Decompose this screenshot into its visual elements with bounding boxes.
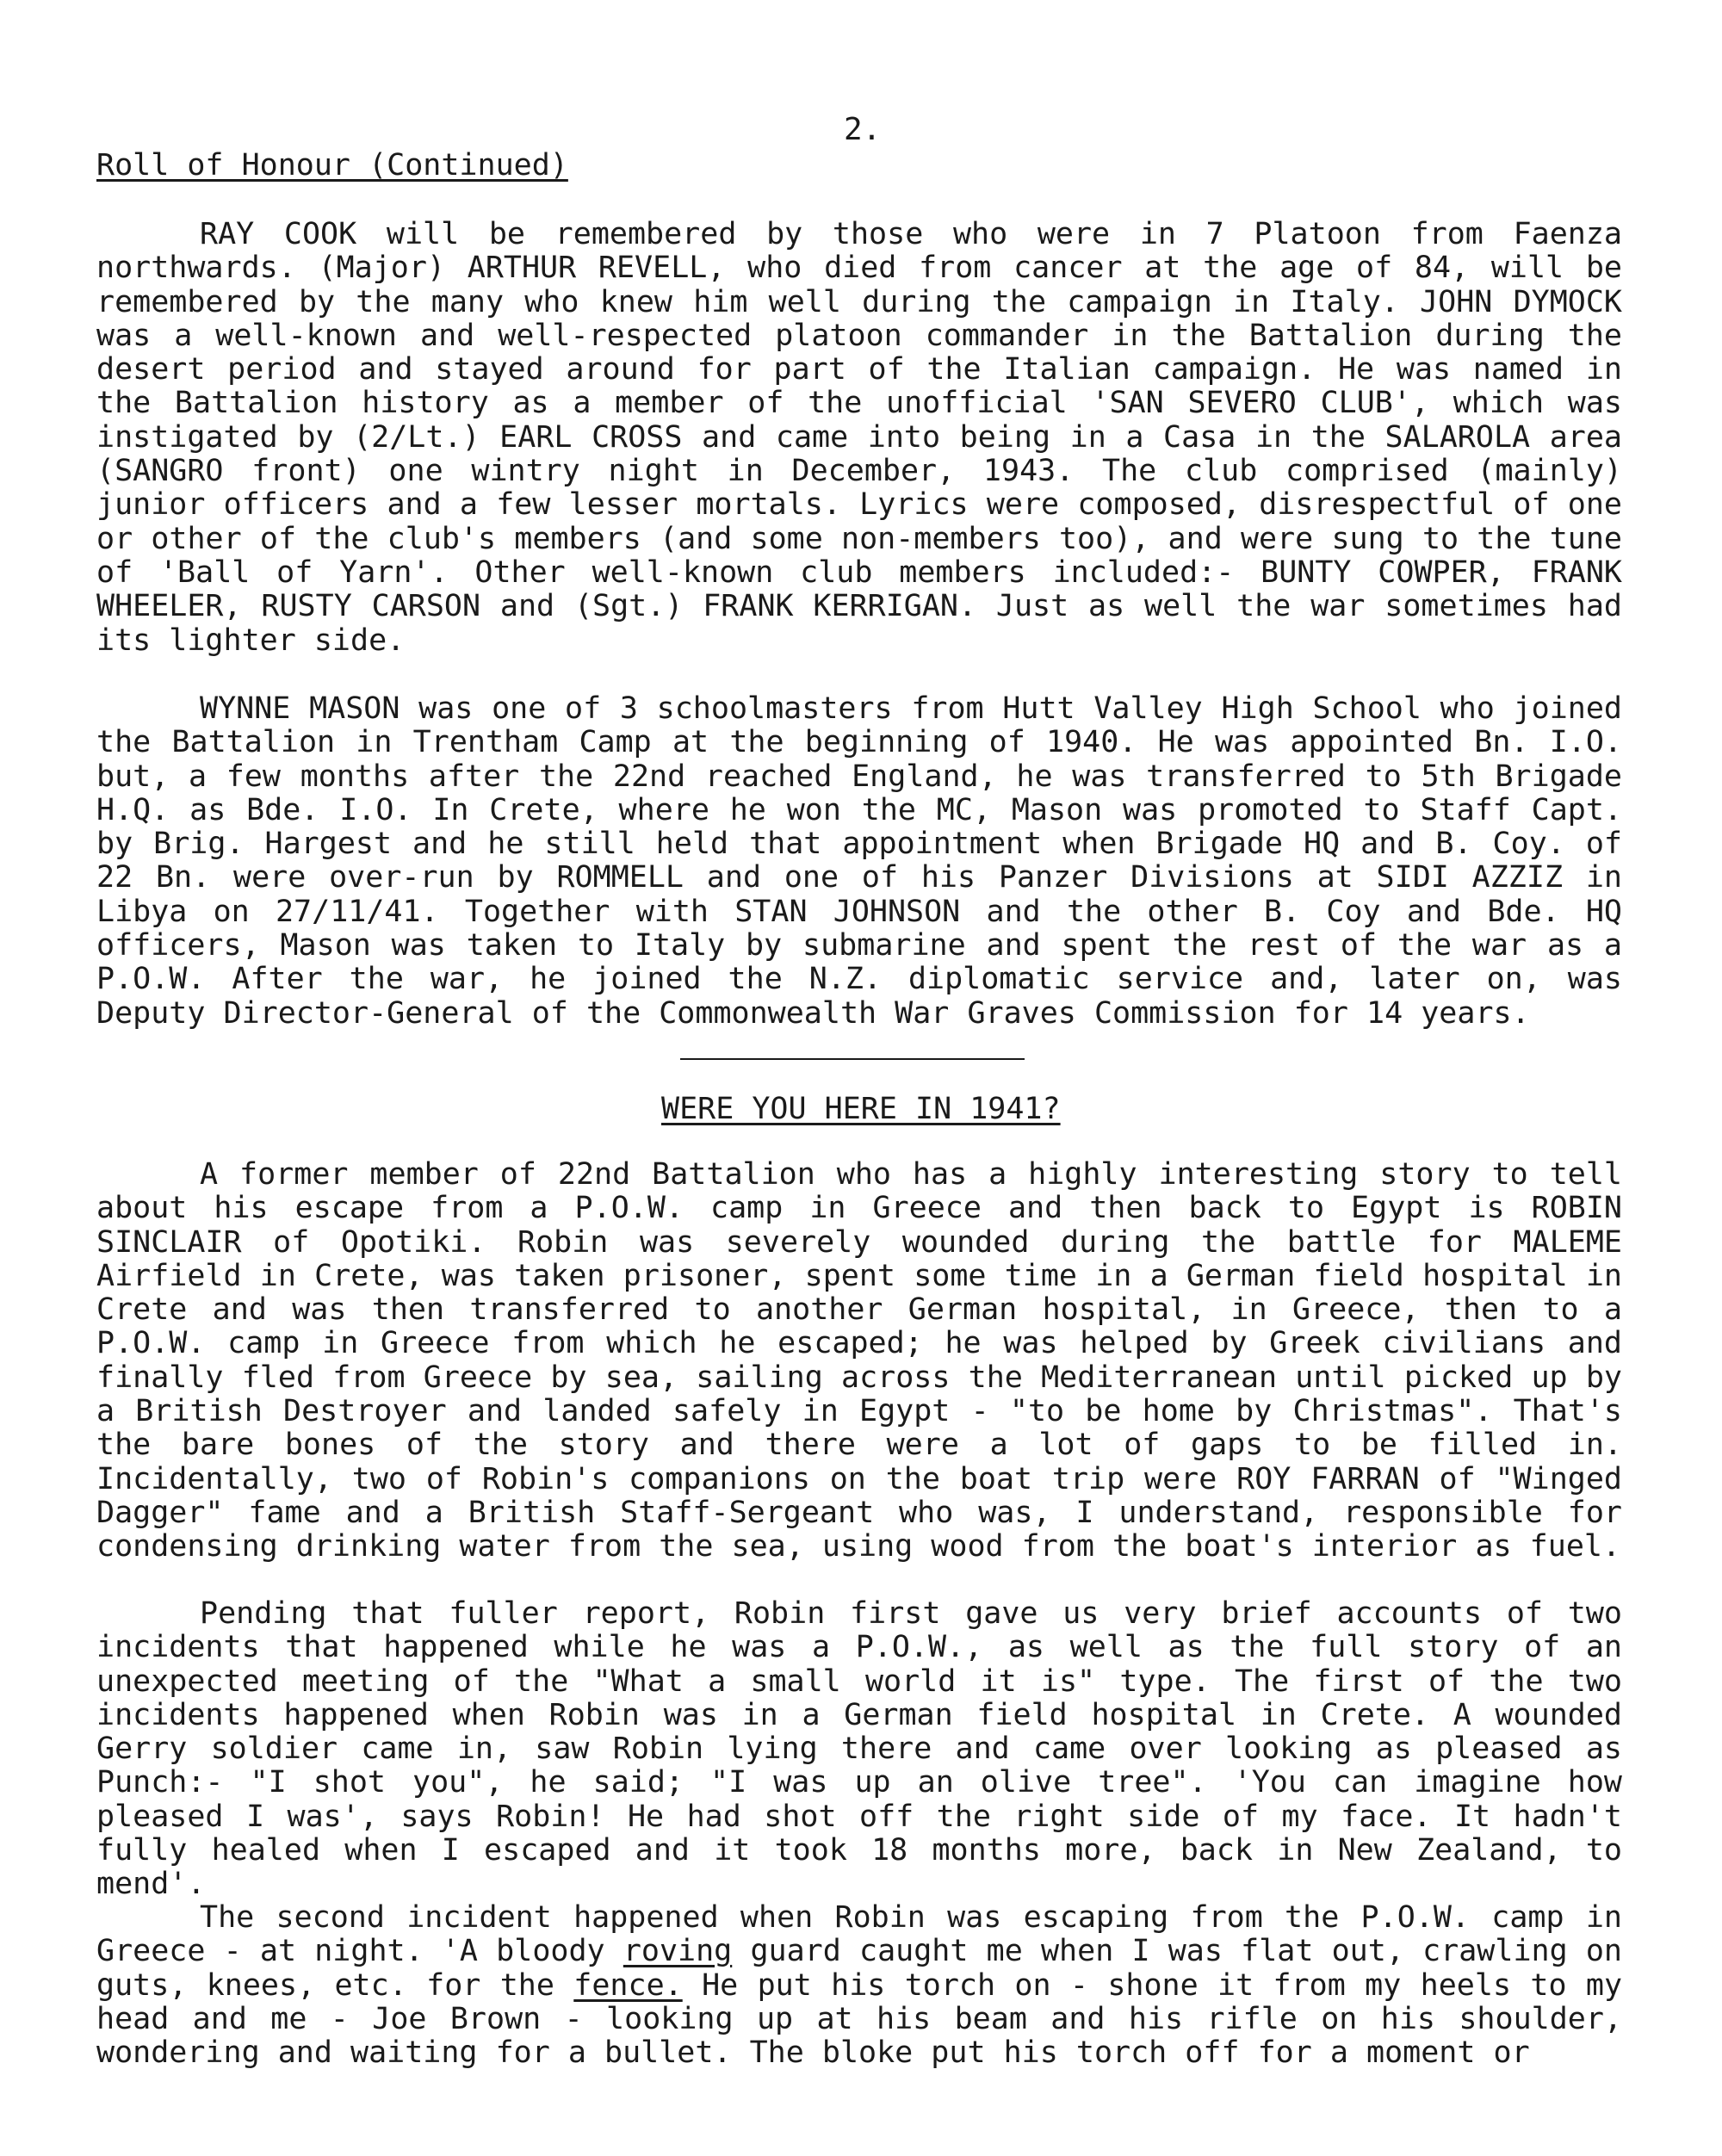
section-heading: Roll of Honour (Continued) xyxy=(96,148,568,183)
underlined-word-roving: roving xyxy=(623,1934,733,1969)
paragraph-second-incident xyxy=(96,1901,1622,2070)
text-span: The second incident happened when Robin was escaping from the P.O.W. camp in Greece - at night. 'A bloody xyxy=(96,1900,1622,1969)
underlined-word-fence: fence. xyxy=(573,1967,683,2003)
paragraph-wynne-mason: WYNNE MASON was one of 3 schoolmasters from Hutt Valley High School who joined the Battalion in Trentham Camp at the beginning of 1940. He was appointed Bn. I.O. but, a few months after the 22nd reached England, he was transferred to 5th Brigade H.Q. as Bde. I.O. In Crete, where he won the MC, Mason was promoted to Staff Capt. by Brig. Hargest and he still held that appointment when Brigade HQ and B. Coy. of 22 Bn. were over-run by ROMMELL and one of his Panzer Divisions at SIDI AZZIZ in Libya on 27/11/41. Together with STAN JOHNSON and the other B. Coy and Bde. HQ officers, Mason was taken to Italy by submarine and spent the rest of the war as a P.O.W. After the war, he joined the N.Z. diplomatic service and, later on, was Deputy Director-General of the Commonwealth War Graves Commission for 14 years. xyxy=(96,691,1622,1031)
paragraph-roll-of-honour: RAY COOK will be remembered by those who were in 7 Platoon from Faenza northwards. (Major) ARTHUR REVELL, who died from cancer at the age of 84, will be remembered by the many who knew him well during the campaign in Italy. JOHN DYMOCK was a well-known and well-respected platoon commander in the Battalion during the desert period and stayed around for part of the Italian campaign. He was named in the Battalion history as a member of the unofficial 'SAN SEVERO CLUB', which was instigated by (2/Lt.) EARL CROSS and came into being in a Casa in the SALAROLA area (SANGRO front) one wintry night in December, 1943. The club comprised (mainly) junior officers and a few lesser mortals. Lyrics were composed, disrespectful of one or other of the club's members (and some non-members too), and were sung to the tune of 'Ball of Yarn'. Other well-known club members included:- BUNTY COWPER, FRANK WHEELER, RUSTY CARSON and (Sgt.) FRANK KERRIGAN. Just as well the war sometimes had its lighter side. xyxy=(96,217,1622,658)
subheading-were-you-here: WERE YOU HERE IN 1941? xyxy=(661,1092,1061,1126)
page-number: 2. xyxy=(844,112,882,147)
section-divider xyxy=(680,1058,1025,1060)
paragraph-first-incident: Pending that fuller report, Robin first gave us very brief accounts of two incidents that happened while he was a P.O.W., as well as the full story of an unexpected meeting of the "What a small world it is" type. The first of the two incidents happened when Robin was in a German field hospital in Crete. A wounded Gerry soldier came in, saw Robin lying there and came over looking as pleased as Punch:- "I shot you", he said; "I was up an olive tree". 'You can imagine how pleased I was', says Robin! He had shot off the right side of my face. It hadn't fully healed when I escaped and it took 18 months more, back in New Zealand, to mend'. xyxy=(96,1596,1622,1902)
text-span: He put his torch on - shone it from my heels to my head and me - Joe Brown - looking up at his beam and his rifle on his shoulder, wondering and waiting for a bullet. The bloke put his torch off for a moment or xyxy=(96,1967,1623,2071)
text-span: guard caught me when I was flat out, crawling on guts, knees, etc. for the xyxy=(96,1934,1623,2003)
paragraph-robin-sinclair: A former member of 22nd Battalion who has a highly interesting story to tell about his escape from a P.O.W. camp in Greece and then back to Egypt is ROBIN SINCLAIR of Opotiki. Robin was severely wounded during the battle for MALEME Airfield in Crete, was taken prisoner, spent some time in a German field hospital in Crete and was then transferred to another German hospital, in Greece, then to a P.O.W. camp in Greece from which he escaped; he was helped by Greek civilians and finally fled from Greece by sea, sailing across the Mediterranean until picked up by a British Destroyer and landed safely in Egypt - "to be home by Christmas". That's the bare bones of the story and there were a lot of gaps to be filled in. Incidentally, two of Robin's companions on the boat trip were ROY FARRAN of "Winged Dagger" fame and a British Staff-Sergeant who was, I understand, responsible for condensing drinking water from the sea, using wood from the boat's interior as fuel. xyxy=(96,1157,1622,1564)
